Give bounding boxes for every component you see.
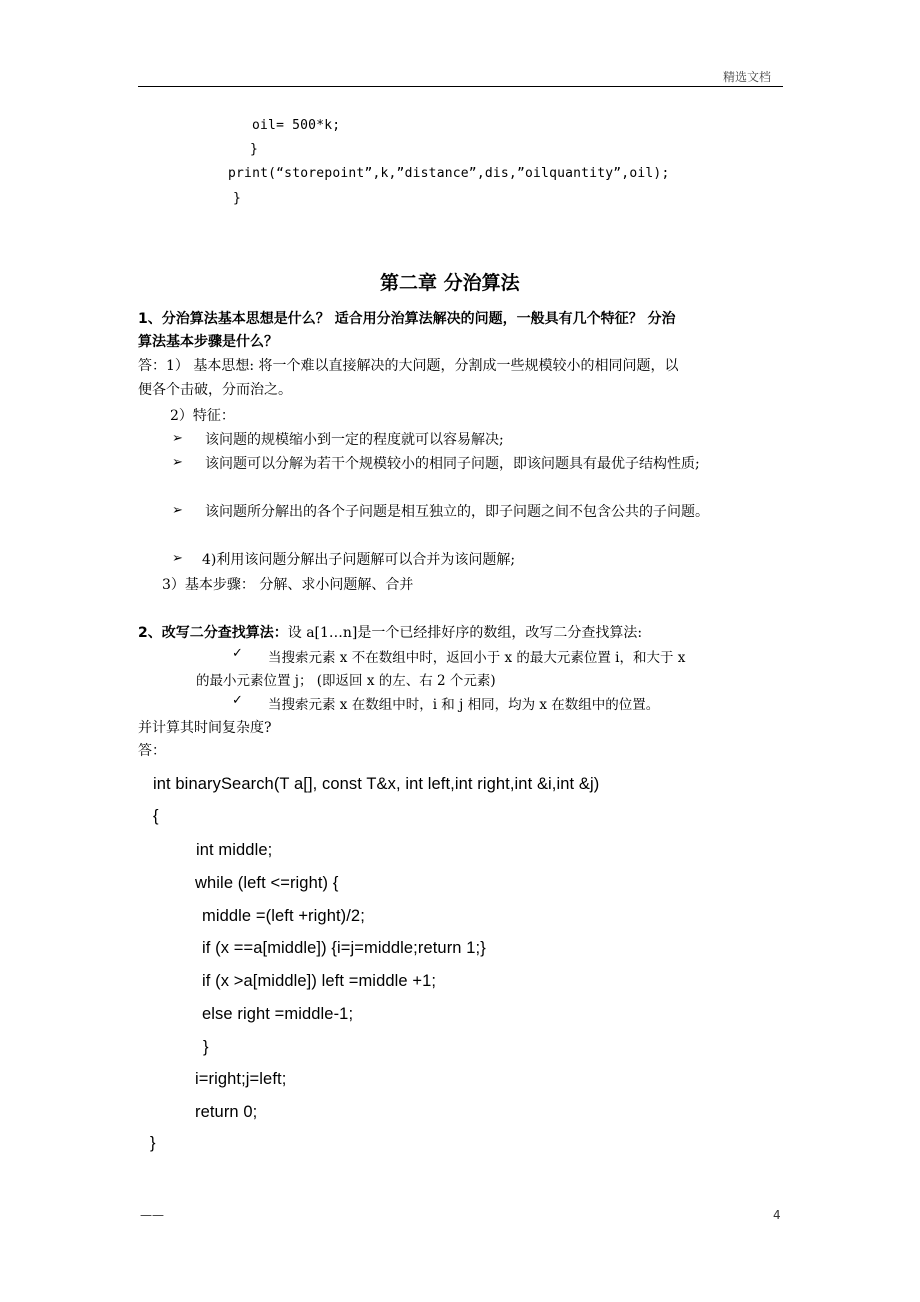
answer-code-line: middle =(left +right)/2; bbox=[202, 907, 365, 925]
answer-code-line: } bbox=[150, 1134, 156, 1152]
answer-code-line: if (x >a[middle]) left =middle +1; bbox=[202, 972, 437, 990]
answer-code-line: int middle; bbox=[196, 841, 273, 859]
answer-code-line: while (left <=right) { bbox=[195, 874, 339, 892]
answer-code-line: if (x ==a[middle]) {i=j=middle;return 1;} bbox=[202, 939, 486, 957]
feature-item: 该问题的规模缩小到一定的程度就可以容易解决; bbox=[205, 432, 504, 448]
arrow-bullet-icon: ➢ bbox=[172, 455, 183, 470]
page-number: 4 bbox=[773, 1208, 781, 1222]
check-icon: ✓ bbox=[232, 646, 243, 661]
answer-1-line2: 便各个击破，分而治之。 bbox=[138, 382, 292, 398]
feature-item: 4)利用该问题分解出子问题解可以合并为该问题解; bbox=[202, 552, 516, 568]
chapter-title: 第二章 分治算法 bbox=[380, 272, 520, 294]
answer-code-line: } bbox=[203, 1038, 209, 1056]
answer-code-line: int binarySearch(T a[], const T&x, int left,int right,int &i,int &j) bbox=[153, 775, 600, 793]
question-2-intro: 设 a[1…n]是一个已经排好序的数组，改写二分查找算法: bbox=[287, 625, 643, 641]
complexity-question: 并计算其时间复杂度? bbox=[138, 720, 272, 736]
footer-dash: —— bbox=[140, 1208, 164, 1222]
check-icon: ✓ bbox=[232, 693, 243, 708]
code-line: oil= 500*k; bbox=[252, 118, 341, 133]
question-2-line bbox=[138, 622, 642, 642]
features-label: 2）特征： bbox=[170, 408, 235, 424]
feature-item: 该问题所分解出的各个子问题是相互独立的，即子问题之间不包含公共的子问题。 bbox=[205, 504, 709, 520]
code-line: } bbox=[233, 191, 242, 206]
header-rule bbox=[138, 86, 783, 87]
requirement-item-cont: 的最小元素位置 j； (即返回 x 的左、右 2 个元素) bbox=[196, 673, 496, 689]
arrow-bullet-icon: ➢ bbox=[172, 551, 183, 566]
arrow-bullet-icon: ➢ bbox=[172, 431, 183, 446]
header-label: 精选文档 bbox=[723, 70, 772, 84]
question-1-line1: 1、分治算法基本思想是什么？ 适合用分治算法解决的问题，一般具有几个特征？ 分治 bbox=[138, 311, 676, 327]
answer-code-line: else right =middle-1; bbox=[202, 1005, 354, 1023]
arrow-bullet-icon: ➢ bbox=[172, 503, 183, 518]
question-2-label: 2、改写二分查找算法： bbox=[138, 625, 288, 641]
requirement-item: 当搜索元素 x 不在数组中时，返回小于 x 的最大元素位置 i，和大于 x bbox=[268, 650, 686, 666]
question-1-line2: 算法基本步骤是什么？ bbox=[138, 334, 278, 350]
answer-1-line1: 答：1） 基本思想: 将一个难以直接解决的大问题，分割成一些规模较小的相同问题，以 bbox=[138, 358, 679, 374]
steps-line: 3）基本步骤： 分解、求小问题解、合并 bbox=[162, 577, 414, 593]
feature-item: 该问题可以分解为若干个规模较小的相同子问题，即该问题具有最优子结构性质; bbox=[205, 456, 700, 472]
code-line: print(“storepoint”,k,”distance”,dis,”oilquantity”,oil); bbox=[228, 166, 670, 181]
code-line: } bbox=[250, 142, 259, 157]
answer-code-line: return 0; bbox=[195, 1103, 258, 1121]
answer-2-label: 答： bbox=[138, 743, 166, 759]
requirement-item: 当搜索元素 x 在数组中时，i 和 j 相同，均为 x 在数组中的位置。 bbox=[268, 697, 660, 713]
answer-code-line: i=right;j=left; bbox=[195, 1070, 287, 1088]
answer-code-line: { bbox=[153, 807, 159, 825]
